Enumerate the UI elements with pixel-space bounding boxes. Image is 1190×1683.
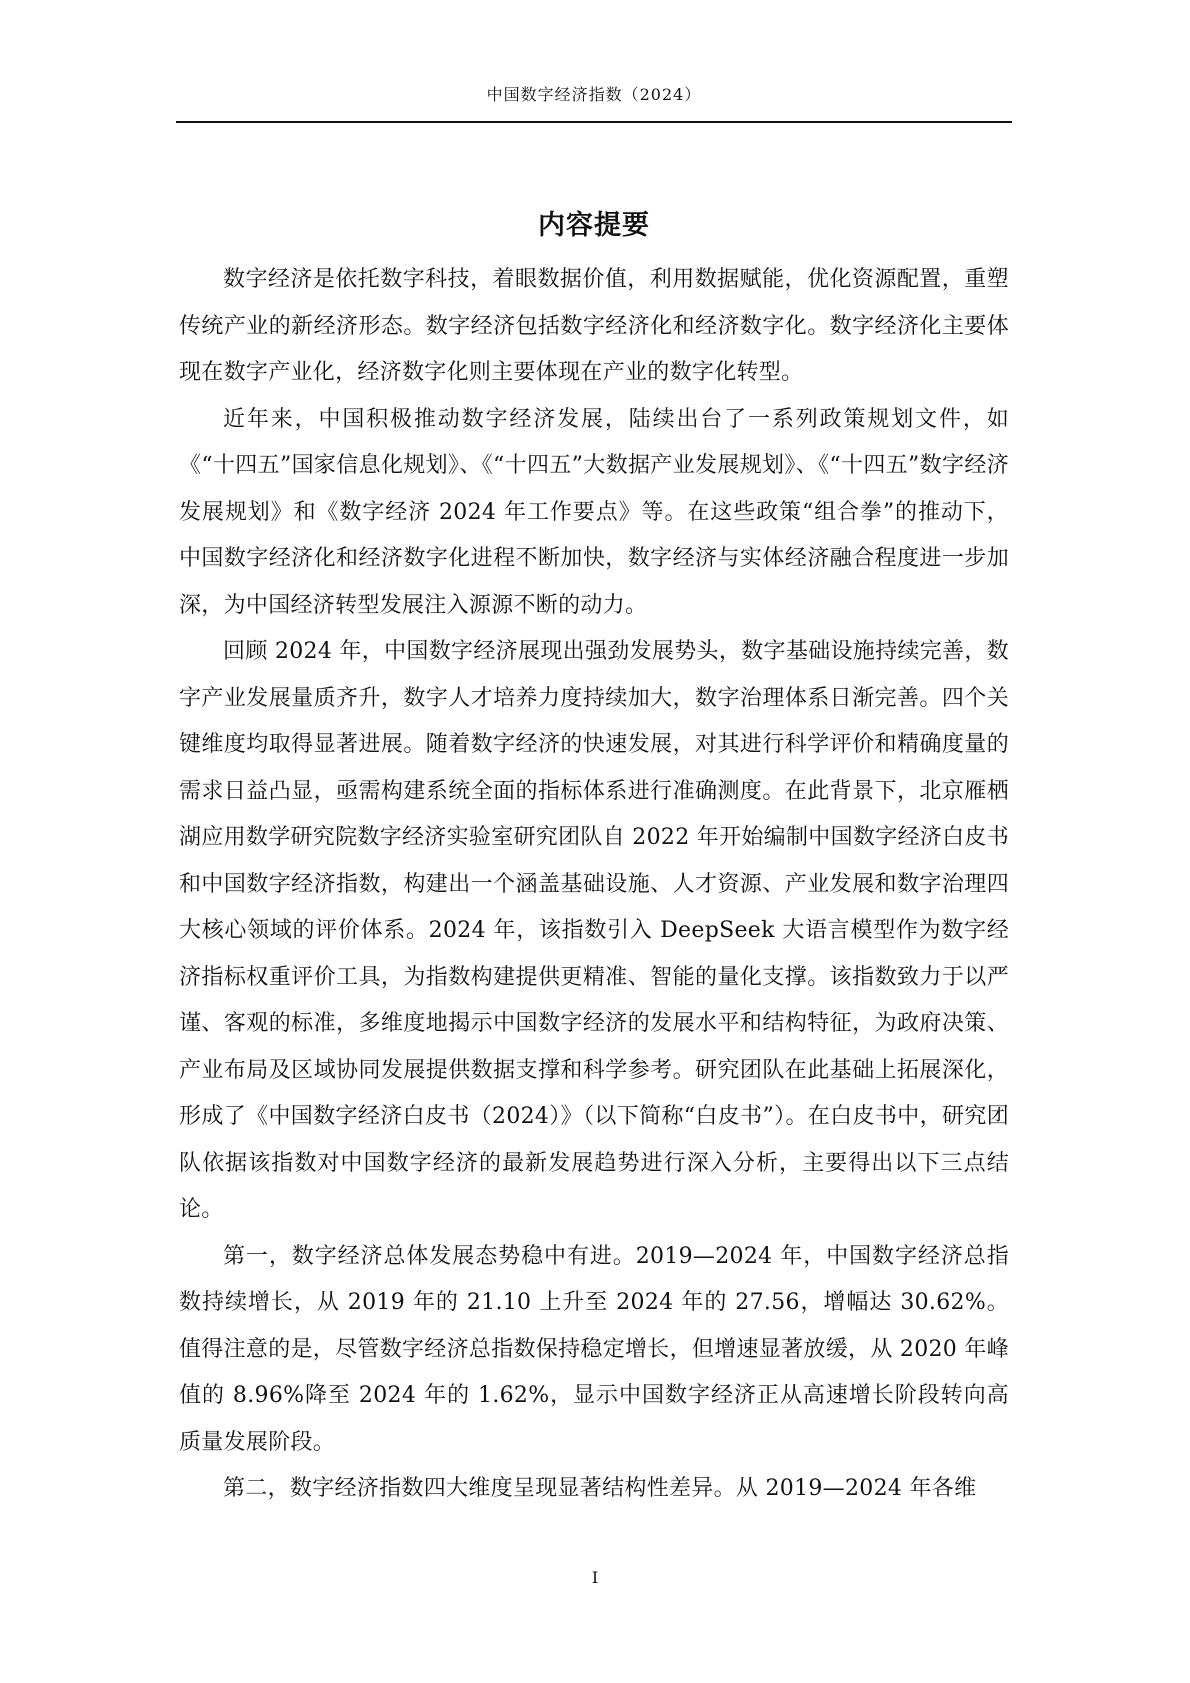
page-title: 内容提要 xyxy=(538,210,650,242)
paragraph-1: 数字经济是依托数字科技，着眼数据价值，利用数据赋能，优化资源配置，重塑传统产业的新经济形态。数字经济包括数字经济化和经济数字化。数字经济化主要体现在数字产业化，经济数字化则主要体现在产业的数字化转型。 xyxy=(179,267,1009,385)
page-number: I xyxy=(591,1568,599,1587)
body-text xyxy=(179,257,1009,1513)
running-header: 中国数字经济指数（2024） xyxy=(486,85,702,104)
paragraph-5: 第二，数字经济指数四大维度呈现显著结构性差异。从 2019—2024 年各维 xyxy=(223,1476,977,1501)
paragraph-3: 回顾 2024 年，中国数字经济展现出强劲发展势头，数字基础设施持续完善，数字产业发展量质齐升，数字人才培养力度持续加大，数字治理体系日渐完善。四个关键维度均取得显著进展。随着数字经济的快速发展，对其进行科学评价和精确度量的需求日益凸显，亟需构建系统全面的指标体系进行准确测度。在此背景下，北京雁栖湖应用数学研究院数字经济实验室研究团队自 2022 年开始编制中国数字经济白皮书和中国数字经济指数，构建出一个涵盖基础设施、人才资源、产业发展和数字治理四大核心领域的评价体系。2024 年，该指数引入 DeepSeek 大语言模型作为数字经济指标权重评价工具，为指数构建提供更精准、智能的量化支撑。该指数致力于以严谨、客观的标准，多维度地揭示中国数字经济的发展水平和结构特征，为政府决策、产业布局及区域协同发展提供数据支撑和科学参考。研究团队在此基础上拓展深化，形成了《中国数字经济白皮书（2024）》（以下简称“白皮书”）。在白皮书中，研究团队依据该指数对中国数字经济的最新发展趋势进行深入分析，主要得出以下三点结论。 xyxy=(179,639,1009,1222)
paragraph-2: 近年来，中国积极推动数字经济发展，陆续出台了一系列政策规划文件，如《“十四五”国家信息化规划》、《“十四五”大数据产业发展规划》、《“十四五”数字经济发展规划》和《数字经济 2024 年工作要点》等。在这些政策“组合拳”的推动下，中国数字经济化和经济数字化进程不断加快，数字经济与实体经济融合程度进一步加深，为中国经济转型发展注入源源不断的动力。 xyxy=(179,406,1009,618)
header-rule xyxy=(176,121,1012,123)
paragraph-4: 第一，数字经济总体发展态势稳中有进。2019—2024 年，中国数字经济总指数持续增长，从 2019 年的 21.10 上升至 2024 年的 27.56，增幅达 30.62%。值得注意的是，尽管数字经济总指数保持稳定增长，但增速显著放缓，从 2020 年峰值的 8.96%降至 2024 年的 1.62%，显示中国数字经济正从高速增长阶段转向高质量发展阶段。 xyxy=(179,1243,1009,1455)
